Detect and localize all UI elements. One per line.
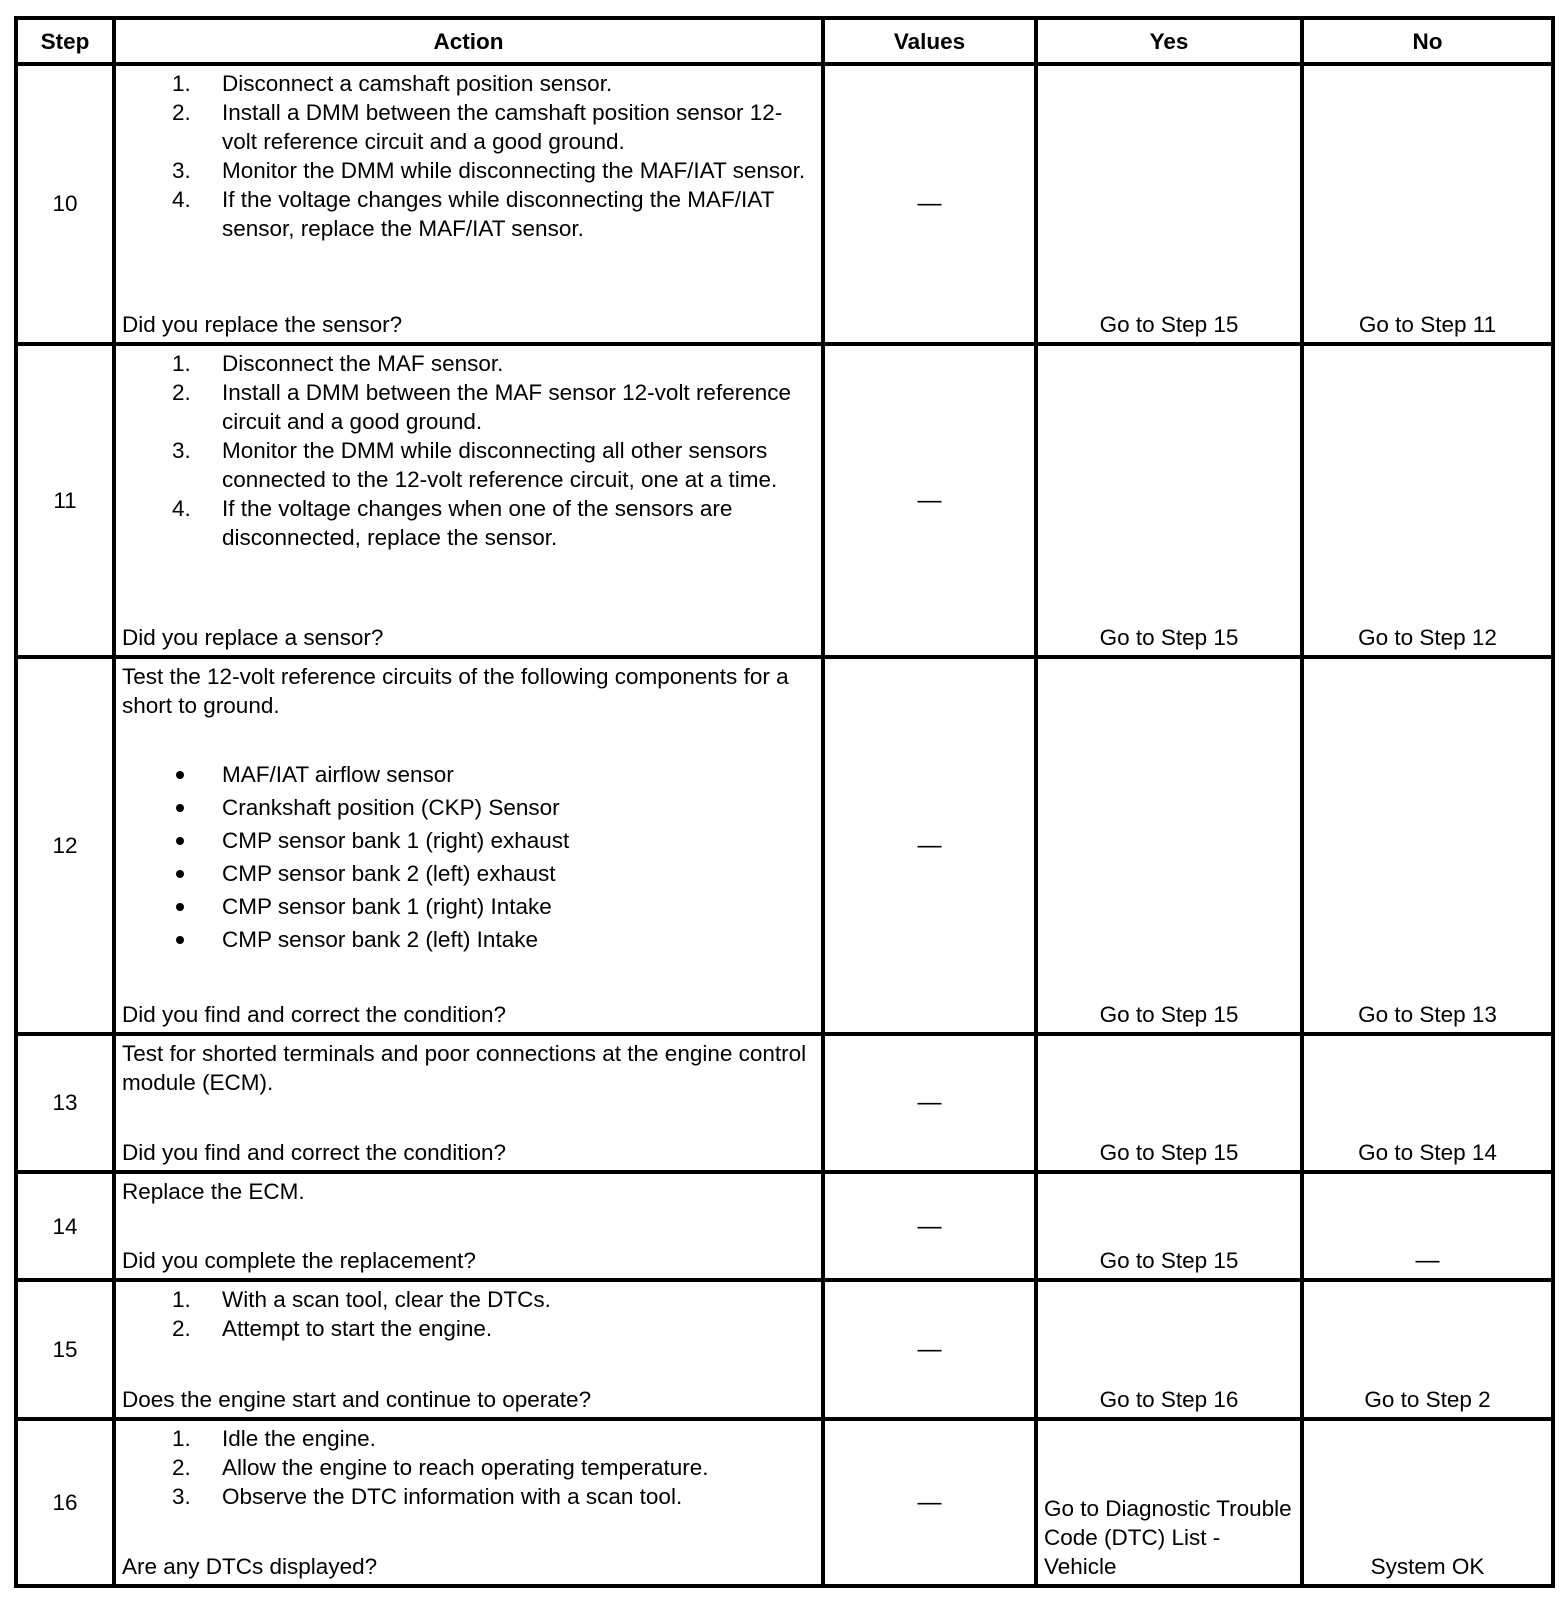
- list-item: MAF/IAT airflow sensor: [122, 758, 817, 791]
- action-question: Did you find and correct the condition?: [122, 1139, 506, 1165]
- no-cell: [1302, 344, 1553, 657]
- yes-cell: [1036, 344, 1302, 657]
- values-dash: —: [917, 831, 942, 859]
- yes-cell: [1036, 1172, 1302, 1280]
- step-cell: [16, 1034, 114, 1172]
- header-no: No: [1302, 18, 1553, 64]
- yes-result: Go to Step 16: [1099, 1386, 1239, 1412]
- yes-result: Go to Step 15: [1099, 1248, 1239, 1274]
- table-row: [16, 344, 1553, 657]
- action-question: Did you find and correct the condition?: [122, 1001, 506, 1027]
- action-question: Did you replace the sensor?: [122, 311, 403, 337]
- yes-cell: [1036, 657, 1302, 1034]
- values-dash: —: [917, 1212, 942, 1240]
- action-steps: [122, 349, 817, 552]
- table-row: [16, 1280, 1553, 1418]
- values-cell: [823, 344, 1036, 657]
- action-step: 3. Monitor the DMM while disconnecting the MAF/IAT sensor.: [172, 158, 806, 183]
- step-cell: [16, 64, 114, 344]
- action-step: 2. Install a DMM between the camshaft position sensor 12-volt reference circuit and a good ground.: [172, 100, 783, 154]
- yes-result: Go to Step 15: [1099, 311, 1239, 337]
- values-cell: [823, 1034, 1036, 1172]
- list-item: CMP sensor bank 1 (right) Intake: [122, 890, 817, 923]
- action-cell: [114, 344, 823, 657]
- values-cell: [823, 1280, 1036, 1418]
- action-intro: Test the 12-volt reference circuits of the following components for a short to ground.: [122, 663, 789, 718]
- action-steps: [122, 1285, 817, 1343]
- step-number: 12: [52, 832, 78, 858]
- no-result: Go to Step 11: [1358, 311, 1497, 337]
- list-item: CMP sensor bank 1 (right) exhaust: [122, 824, 817, 857]
- action-cell: [114, 1280, 823, 1418]
- action-step: 1. Disconnect a camshaft position sensor.: [172, 71, 613, 96]
- header-values: Values: [823, 18, 1036, 64]
- list-item: CMP sensor bank 2 (left) exhaust: [122, 857, 817, 890]
- values-dash: —: [917, 1488, 942, 1516]
- step-cell: [16, 1419, 114, 1586]
- action-cell: [114, 64, 823, 344]
- values-cell: [823, 1419, 1036, 1586]
- action-cell: [114, 1034, 823, 1172]
- action-question: Did you replace a sensor?: [122, 624, 384, 650]
- step-number: 13: [52, 1090, 78, 1116]
- action-steps: [122, 1424, 817, 1511]
- no-cell: [1302, 657, 1553, 1034]
- no-cell: [1302, 1034, 1553, 1172]
- action-question: Does the engine start and continue to operate?: [122, 1386, 592, 1412]
- action-steps: [122, 69, 817, 243]
- yes-cell: [1036, 1419, 1302, 1586]
- step-cell: [16, 344, 114, 657]
- action-step: 2. Attempt to start the engine.: [172, 1316, 493, 1342]
- yes-result: Go to Diagnostic Trouble Code (DTC) List - Vehicle: [1044, 1496, 1292, 1579]
- action-step: 2. Install a DMM between the MAF sensor 12-volt reference circuit and a good ground.: [172, 379, 791, 434]
- step-number: 11: [53, 487, 77, 513]
- action-step: 2. Allow the engine to reach operating temperature.: [172, 1454, 709, 1480]
- values-dash: —: [917, 190, 942, 218]
- action-step: 4. If the voltage changes when one of the sensors are disconnected, replace the sensor.: [172, 495, 733, 550]
- values-cell: [823, 64, 1036, 344]
- no-result: System OK: [1370, 1554, 1485, 1579]
- action-question: Are any DTCs displayed?: [122, 1554, 378, 1579]
- action-step: 3. Monitor the DMM while disconnecting all other sensors connected to the 12-volt reference circuit, one at a time.: [172, 437, 778, 492]
- diagnostic-table: [14, 16, 1555, 1588]
- header-row: [16, 18, 1553, 64]
- step-cell: [16, 1172, 114, 1280]
- no-cell: [1302, 1172, 1553, 1280]
- yes-result: Go to Step 15: [1099, 1001, 1239, 1027]
- action-cell: [114, 1172, 823, 1280]
- header-action: Action: [114, 18, 823, 64]
- step-number: 15: [52, 1336, 78, 1362]
- table-row: [16, 657, 1553, 1034]
- action-step: 1. Idle the engine.: [172, 1425, 376, 1451]
- table-row: [16, 64, 1553, 344]
- list-item: CMP sensor bank 2 (left) Intake: [122, 923, 817, 956]
- list-item: Crankshaft position (CKP) Sensor: [122, 791, 817, 824]
- no-result: Go to Step 12: [1358, 624, 1497, 650]
- component-list: [122, 758, 817, 956]
- step-number: 14: [52, 1213, 78, 1239]
- yes-result: Go to Step 15: [1099, 1139, 1239, 1165]
- yes-cell: [1036, 1280, 1302, 1418]
- action-step: 1. With a scan tool, clear the DTCs.: [172, 1287, 551, 1313]
- no-cell: [1302, 1280, 1553, 1418]
- no-result: Go to Step 13: [1358, 1001, 1497, 1027]
- action-intro: Test for shorted terminals and poor connections at the engine control module (ECM).: [122, 1040, 807, 1095]
- action-intro: Replace the ECM.: [122, 1178, 305, 1204]
- yes-cell: [1036, 1034, 1302, 1172]
- no-result: Go to Step 14: [1358, 1139, 1497, 1165]
- action-cell: [114, 1419, 823, 1586]
- no-cell: [1302, 1419, 1553, 1586]
- header-step: Step: [16, 18, 114, 64]
- step-cell: [16, 1280, 114, 1418]
- action-step: 1. Disconnect the MAF sensor.: [172, 350, 504, 376]
- no-result: Go to Step 2: [1364, 1386, 1491, 1412]
- values-cell: [823, 657, 1036, 1034]
- step-number: 10: [52, 191, 78, 217]
- yes-cell: [1036, 64, 1302, 344]
- action-step: 4. If the voltage changes while disconnecting the MAF/IAT sensor, replace the MAF/IAT sensor.: [172, 187, 774, 241]
- yes-result: Go to Step 15: [1099, 624, 1239, 650]
- no-cell: [1302, 64, 1553, 344]
- table-row: [16, 1172, 1553, 1280]
- values-dash: —: [917, 1089, 942, 1117]
- step-number: 16: [52, 1489, 78, 1515]
- step-cell: [16, 657, 114, 1034]
- table-row: [16, 1034, 1553, 1172]
- action-cell: [114, 657, 823, 1034]
- values-cell: [823, 1172, 1036, 1280]
- action-step: 3. Observe the DTC information with a scan tool.: [172, 1483, 683, 1509]
- action-question: Did you complete the replacement?: [122, 1248, 476, 1274]
- no-result: —: [1415, 1247, 1440, 1275]
- values-dash: —: [917, 486, 942, 514]
- values-dash: —: [917, 1335, 942, 1363]
- table-row: [16, 1419, 1553, 1586]
- header-yes: Yes: [1036, 18, 1302, 64]
